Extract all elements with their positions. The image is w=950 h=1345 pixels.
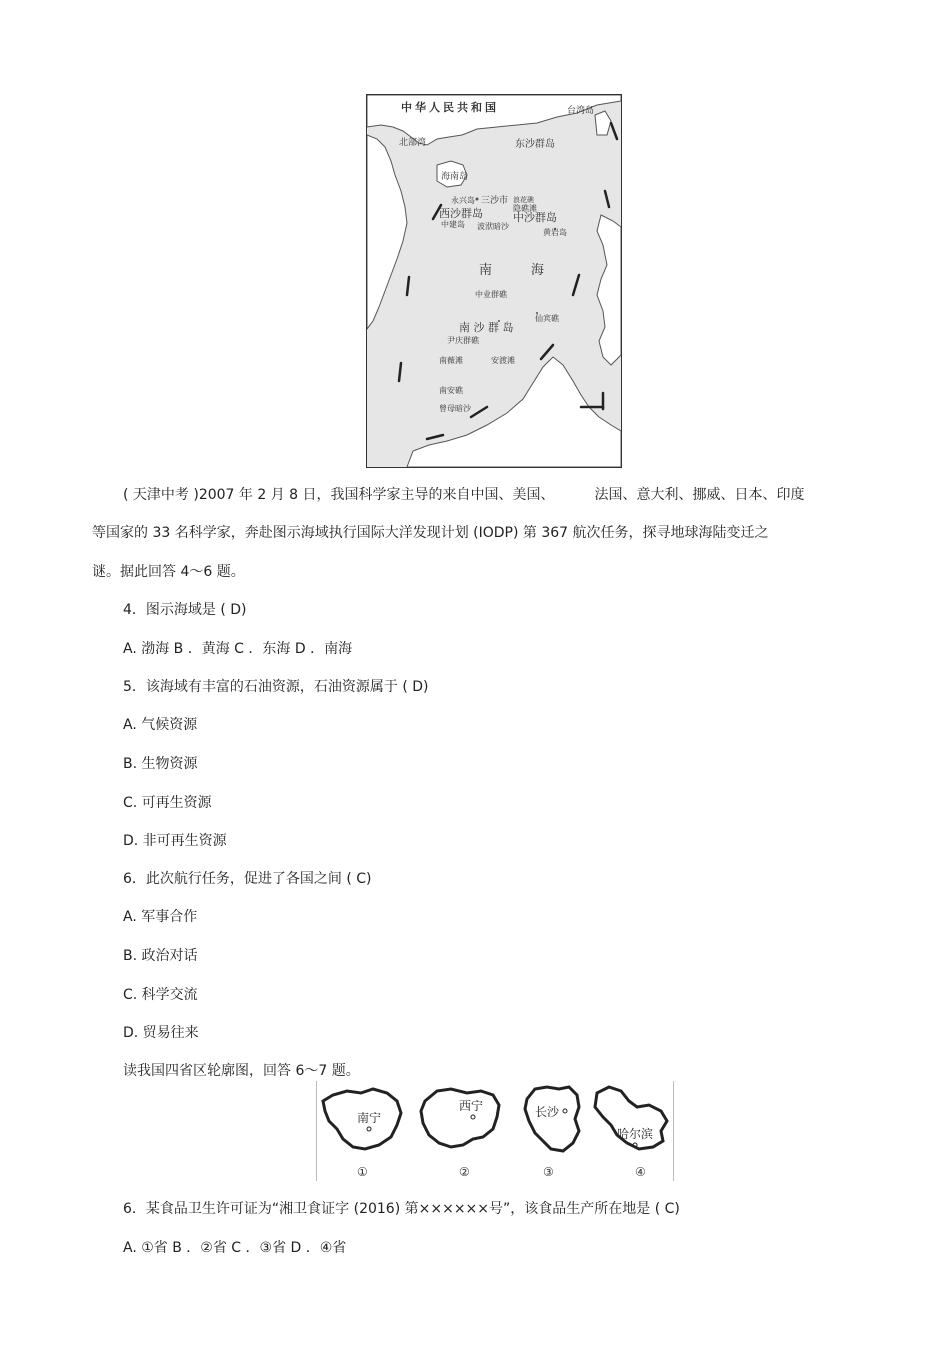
map-label-yinqing: 尹庆群礁 bbox=[447, 336, 479, 345]
intro-line-2: 等国家的 33 名科学家，奔赴图示海域执行国际大洋发现计划 (IODP) 第 367 航次任务，探寻地球海陆变迁之 bbox=[92, 525, 769, 541]
question-6-option-d: D. 贸易往来 bbox=[123, 1025, 199, 1041]
question-6b bbox=[123, 1200, 680, 1218]
question-6b-part-b: 生许可证为“湘卫食证字 (2016) 第××××××号”，该食品生产所在地是 ( C) bbox=[201, 1201, 680, 1217]
question-5-option-b: B. 生物资源 bbox=[123, 756, 198, 772]
intro-line-3: 谜。据此回答 4～6 题。 bbox=[92, 564, 245, 580]
question-6-option-b: B. 政治对话 bbox=[123, 948, 198, 964]
province-4-number: ④ bbox=[635, 1165, 646, 1179]
map-label-nanhai-2: 海 bbox=[531, 263, 545, 278]
province-1-capital: 南宁 bbox=[357, 1111, 382, 1125]
question-6-option-a: A. 军事合作 bbox=[123, 909, 198, 925]
province-2-number: ② bbox=[459, 1165, 470, 1179]
map-label-hainan: 海南岛 bbox=[441, 172, 469, 182]
question-4-options: A. 渤海 B ．黄海 C ．东海 D ．南海 bbox=[123, 641, 353, 657]
map-label-taiwan: 台湾岛 bbox=[567, 106, 595, 116]
south-china-sea-map bbox=[366, 94, 622, 468]
intro-line-1 bbox=[123, 486, 805, 504]
map-title: 中华人民共和国 bbox=[401, 101, 499, 114]
map-label-xuanjiao: 隐礁滩 bbox=[513, 204, 537, 213]
map-label-yongxing: 永兴岛 bbox=[451, 196, 475, 205]
question-6b-options: A. ①省 B ．②省 C ．③省 D ．④省 bbox=[123, 1240, 347, 1256]
question-5-option-c: C. 可再生资源 bbox=[123, 795, 212, 811]
map-label-zhongsha: 中沙群岛 bbox=[513, 211, 557, 224]
map-label-zhongye: 中业群礁 bbox=[475, 290, 507, 299]
question-5: 5．该海域有丰富的石油资源，石油资源属于 ( D) bbox=[123, 679, 429, 695]
province-4-capital: 哈尔滨 bbox=[617, 1127, 654, 1141]
map-label-xisha: 西沙群岛 bbox=[439, 207, 483, 220]
question-6: 6．此次航行任务，促进了各国之间 ( C) bbox=[123, 871, 372, 887]
map-label-langhua: 浪花礁 bbox=[513, 196, 534, 204]
map-label-boji: 波洑暗沙 bbox=[477, 222, 509, 231]
map-label-sansha: 三沙市 bbox=[481, 196, 509, 206]
map-label-nansha: 南 沙 群 岛 bbox=[459, 321, 514, 334]
map-label-xianbin: 仙宾礁 bbox=[535, 314, 559, 323]
map-label-anbo: 安渡滩 bbox=[491, 356, 515, 365]
map-label-beibuwan: 北部湾 bbox=[399, 138, 427, 148]
question-5-option-a: A. 气候资源 bbox=[123, 717, 198, 733]
map-label-huangyan: 黄岩岛 bbox=[543, 228, 567, 237]
question-5-option-d: D. 非可再生资源 bbox=[123, 833, 227, 849]
map-label-dongsha: 东沙群岛 bbox=[515, 139, 555, 150]
intro-line-1b: 法国、意大利、挪威、日本、印度 bbox=[594, 487, 805, 503]
intro-line-1a: ( 天津中考 )2007 年 2 月 8 日，我国科学家主导的来自中国、美国、 bbox=[123, 487, 555, 503]
question-6b-part-a: 6．某食品卫 bbox=[123, 1201, 202, 1217]
province-outline-figure bbox=[316, 1081, 674, 1181]
map-label-zengmu: 曾母暗沙 bbox=[439, 404, 471, 413]
map-label-nanhai-1: 南 bbox=[479, 263, 493, 278]
province-3-number: ③ bbox=[543, 1165, 554, 1179]
province-1-number: ① bbox=[357, 1165, 368, 1179]
question-4: 4．图示海域是 ( D) bbox=[123, 602, 247, 618]
map-label-zhongjian: 中建岛 bbox=[441, 220, 465, 229]
map-graphic bbox=[367, 95, 621, 467]
province-3-capital: 长沙 bbox=[535, 1105, 560, 1119]
map-label-nanan: 南安礁 bbox=[439, 386, 463, 395]
province-2-capital: 西宁 bbox=[459, 1099, 484, 1113]
question-6-option-c: C. 科学交流 bbox=[123, 987, 198, 1003]
read-instruction: 读我国四省区轮廓图，回答 6～7 题。 bbox=[123, 1063, 360, 1079]
map-label-nanwei: 南薇滩 bbox=[439, 356, 463, 365]
